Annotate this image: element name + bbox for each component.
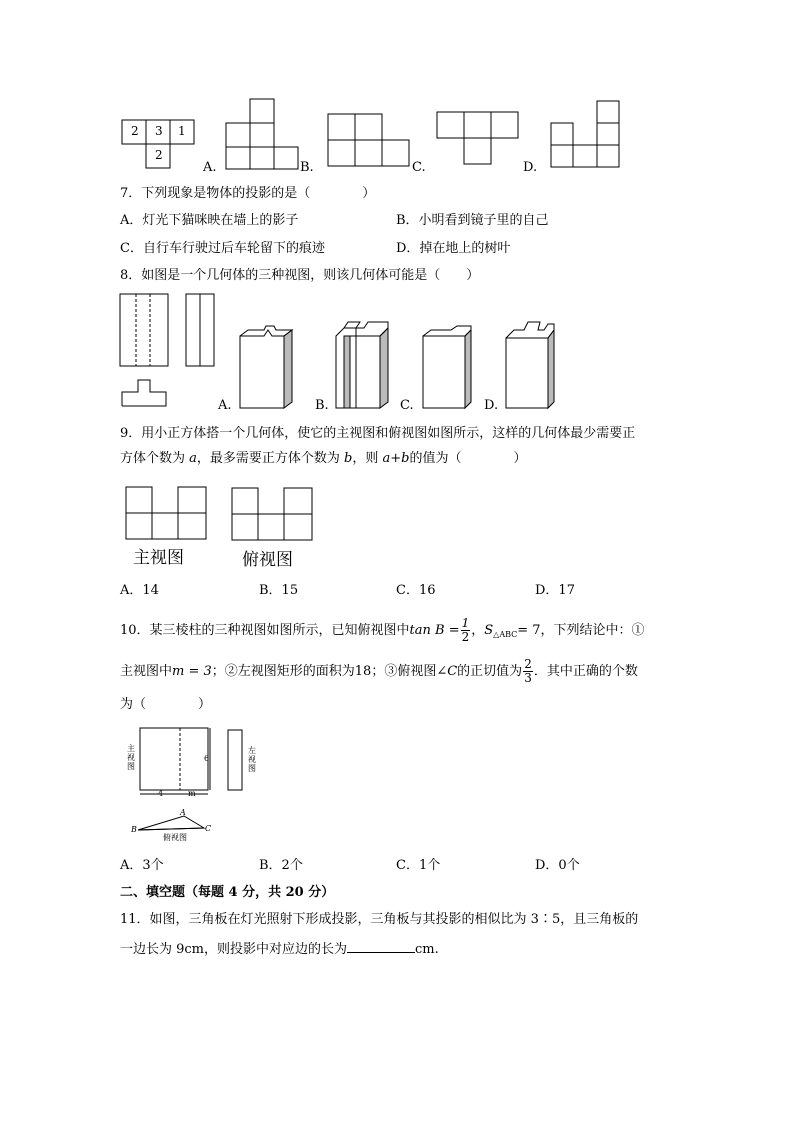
q9-option-c: C．16 — [396, 583, 436, 598]
q8-option-c: C. — [400, 398, 414, 413]
q10-tan-expr: tan B = — [409, 623, 460, 638]
q6-net-num-1: 1 — [178, 124, 186, 138]
section-heading-fill-in: 二、填空题（每题 4 分，共 20 分） — [120, 885, 335, 900]
q6-option-b: B. — [300, 160, 314, 175]
q8-three-views — [118, 292, 218, 412]
q10-dim-6: 6 — [204, 754, 210, 763]
q10-point-b: B — [131, 825, 137, 834]
q10-line1: 10．某三棱柱的三种视图如图所示，已知俯视图中tan B = $\frac{1}{2}$ ，$S_{\triangle ABC}= 7$，下列结论中：① — [120, 616, 645, 644]
q6-net-num-2: 2 — [131, 124, 139, 138]
q6-net-num-2b: 2 — [155, 148, 163, 162]
q9-var-b: b — [344, 451, 353, 466]
q6-net-c — [437, 112, 527, 172]
q10-area-s: S — [484, 623, 494, 638]
q10-three-views — [126, 722, 266, 842]
q10-dim-m: m — [188, 789, 196, 798]
q6-net-b — [328, 112, 418, 172]
q6-net-d — [551, 101, 631, 176]
q9-top-view — [230, 486, 320, 546]
q9-option-a: A．14 — [120, 583, 159, 598]
q9-option-d: D．17 — [535, 583, 575, 598]
q10-fig-left-label: 左视图 — [248, 746, 256, 773]
q9-option-b: B．15 — [259, 583, 299, 598]
q7-stem: 7．下列现象是物体的投影的是（ ） — [120, 186, 376, 201]
q8-solid-c — [421, 324, 481, 414]
q10-m-eq: m = 3 — [172, 664, 212, 679]
q6-net-num-3: 3 — [155, 124, 163, 138]
q10-line3: 为（ ） — [120, 697, 212, 712]
q10-option-c: C．1个 — [396, 858, 441, 873]
q11-answer-blank[interactable] — [347, 940, 415, 953]
q8-option-b: B. — [315, 398, 329, 413]
q9-var-a: a — [189, 451, 197, 466]
q10-fig-top-label: 俯视图 — [163, 833, 187, 842]
q8-stem: 8．如图是一个几何体的三种视图，则该几何体可能是（ ） — [120, 268, 480, 283]
q7-option-d: D．掉在地上的树叶 — [396, 241, 511, 256]
q8-option-a: A. — [218, 398, 232, 413]
q7-option-c: C．自行车行驶过后车轮留下的痕迹 — [120, 241, 325, 256]
q10-tan-fraction: $\frac{1}{2}$ — [461, 616, 470, 644]
q10-line2: 主视图中m = 3；②左视图矩形的面积为18；③俯视图∠C的正切值为 $\frac{2}{3}$ ．其中正确的个数 — [120, 657, 638, 685]
q10-option-d: D．0个 — [535, 858, 580, 873]
q10-fig-front-label: 主视图 — [127, 744, 135, 771]
q8-option-d: D. — [484, 398, 499, 413]
q9-line1: 9．用小正方体搭一个几何体，使它的主视图和俯视图如图所示，这样的几何体最少需要正 — [120, 426, 636, 441]
q8-solid-d — [504, 318, 564, 413]
q11-line2: 一边长为 9cm，则投影中对应边的长为 cm. — [120, 942, 439, 957]
q11-line1: 11．如图，三角板在灯光照射下形成投影，三角板与其投影的相似比为 3∶5，且三角板的 — [120, 912, 639, 927]
q9-sum-expr: a+b — [382, 451, 410, 466]
q10-dim-4: 4 — [158, 789, 164, 798]
q7-option-b: B．小明看到镜子里的自己 — [396, 213, 549, 228]
q6-option-c: C. — [412, 160, 426, 175]
q10-option-a: A．3个 — [120, 858, 164, 873]
q9-front-view-label: 主视图 — [133, 548, 184, 568]
q9-top-view-label: 俯视图 — [242, 550, 293, 570]
q6-net-a — [226, 97, 306, 172]
q9-line2: 方体个数为 a，最多需要正方体个数为 b，则 a+b的值为（ ） — [120, 451, 527, 466]
q10-tan-c-fraction: $\frac{2}{3}$ — [524, 657, 532, 685]
q10-option-b: B．2个 — [259, 858, 303, 873]
q6-option-d: D. — [523, 160, 538, 175]
q10-point-a: A — [180, 808, 186, 817]
q8-solid-a — [238, 324, 298, 414]
q10-point-c: C — [205, 824, 212, 833]
q7-option-a: A．灯光下猫咪映在墙上的影子 — [120, 213, 299, 228]
q8-solid-b — [334, 320, 394, 415]
q9-front-view — [124, 485, 214, 545]
q6-option-a: A. — [203, 160, 217, 175]
